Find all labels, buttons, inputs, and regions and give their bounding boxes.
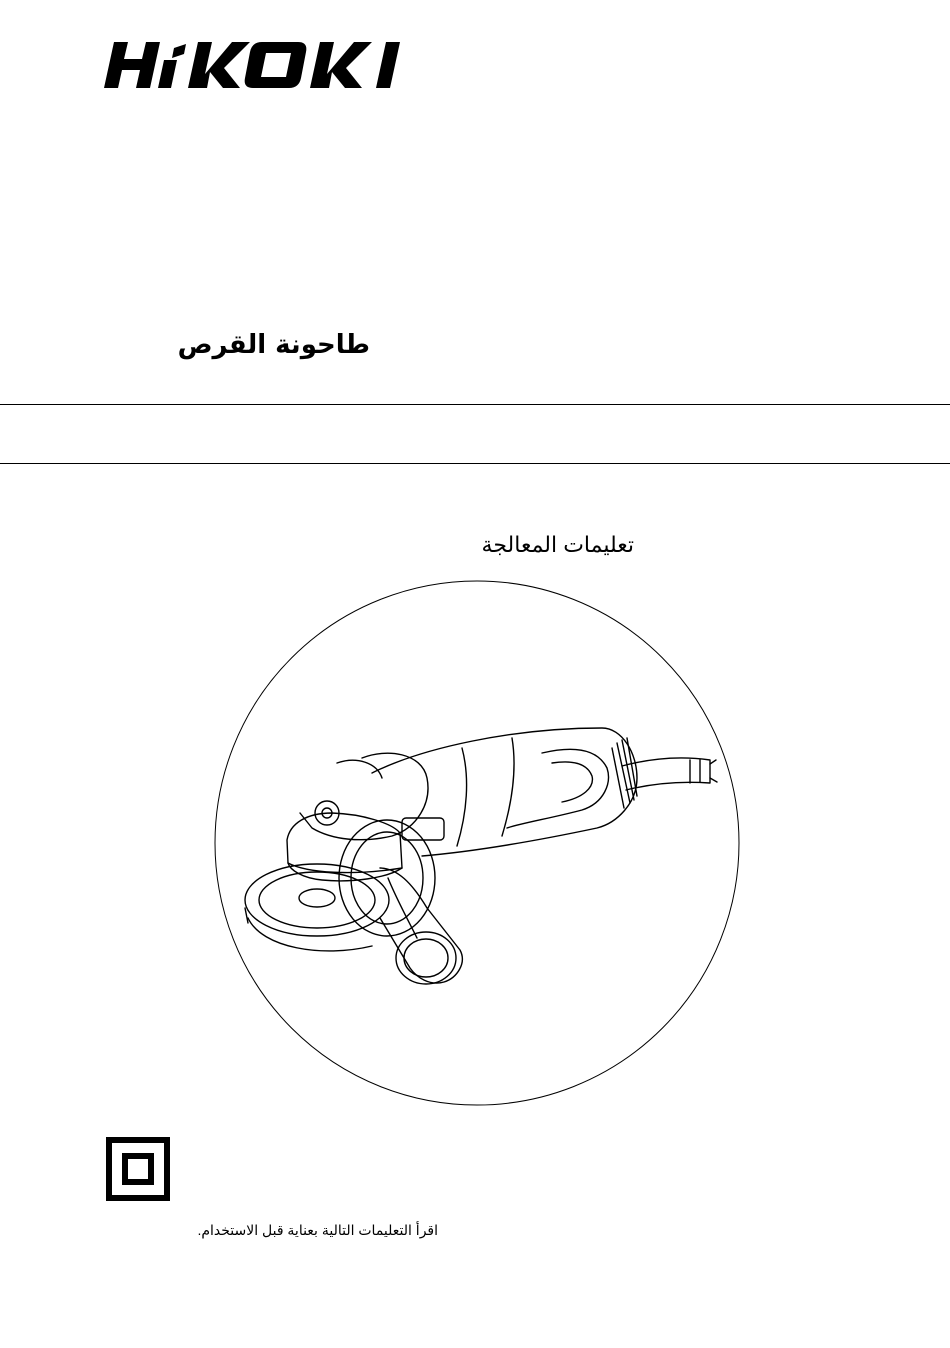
manual-label: تعليمات المعالجة	[481, 532, 634, 557]
angle-grinder-icon	[212, 578, 742, 1108]
divider-top	[0, 404, 950, 405]
double-insulation-symbol	[106, 1137, 170, 1201]
divider-bottom	[0, 463, 950, 464]
product-illustration	[212, 578, 742, 1108]
double-insulation-icon	[106, 1137, 170, 1201]
product-title: طاحونة القرص	[177, 330, 370, 360]
read-instructions-note: اقرأ التعليمات التالية بعناية قبل الاستخدام.	[197, 1222, 438, 1238]
brand-logo	[102, 40, 414, 90]
hikoki-logo-icon	[102, 40, 414, 90]
